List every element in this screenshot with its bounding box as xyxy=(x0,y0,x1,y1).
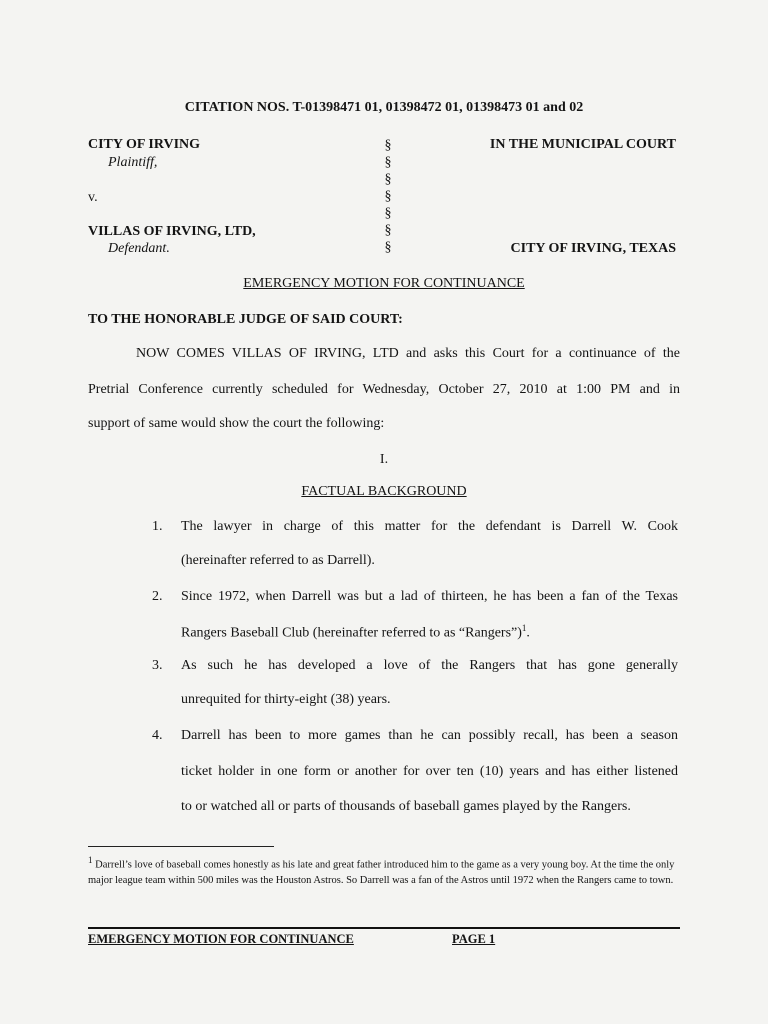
item-number: 4. xyxy=(152,728,163,743)
item-4-line-1: Darrell has been to more games than he can possibly recall, has been a season xyxy=(181,728,678,743)
item-2-line-2 xyxy=(181,623,678,642)
footnote-marker: 1 xyxy=(88,855,93,865)
footnote-reference: 1 xyxy=(521,623,527,633)
item-4-line-2: ticket holder in one form or another for over ten (10) years and has either listened xyxy=(181,764,678,779)
page-number: PAGE 1 xyxy=(452,932,496,946)
footer-title: EMERGENCY MOTION FOR CONTINUANCE xyxy=(88,932,354,946)
section-symbol: § xyxy=(384,155,392,170)
item-4-line-3: to or watched all or parts of thousands of baseball games played by the Rangers. xyxy=(181,799,631,814)
section-symbol: § xyxy=(384,206,392,221)
citation-header: CITATION NOS. T-01398471 01, 01398472 01, 01398473 01 and 02 xyxy=(184,100,584,115)
salutation: TO THE HONORABLE JUDGE OF SAID COURT: xyxy=(88,312,403,327)
item-2-line-2-end: . xyxy=(526,625,530,641)
intro-line-2: Pretrial Conference currently scheduled for Wednesday, October 27, 2010 at 1:00 PM and in xyxy=(88,382,680,397)
court-name: IN THE MUNICIPAL COURT xyxy=(489,137,676,152)
item-3-line-2: unrequited for thirty-eight (38) years. xyxy=(181,692,391,707)
court-location: CITY OF IRVING, TEXAS xyxy=(510,241,676,256)
section-symbol: § xyxy=(384,172,392,187)
item-1-line-1: The lawyer in charge of this matter for the defendant is Darrell W. Cook xyxy=(181,519,678,534)
item-number: 1. xyxy=(152,519,163,534)
plaintiff-name: CITY OF IRVING xyxy=(88,137,201,152)
item-3-line-1: As such he has developed a love of the Rangers that has gone generally xyxy=(181,658,678,673)
section-title: FACTUAL BACKGROUND xyxy=(301,484,467,499)
item-number: 2. xyxy=(152,589,163,604)
section-symbol-column xyxy=(380,137,396,256)
item-number: 3. xyxy=(152,658,163,673)
item-2-line-1: Since 1972, when Darrell was but a lad of thirteen, he has been a fan of the Texas xyxy=(181,589,678,604)
intro-line-3: support of same would show the court the following: xyxy=(88,416,385,431)
section-symbol: § xyxy=(384,223,392,238)
footer-rule xyxy=(88,927,680,929)
plaintiff-role: Plaintiff, xyxy=(108,155,158,170)
defendant-role: Defendant. xyxy=(108,241,170,256)
item-1-line-2: (hereinafter referred to as Darrell). xyxy=(181,553,375,568)
intro-line-1: NOW COMES VILLAS OF IRVING, LTD and asks this Court for a continuance of the xyxy=(136,346,680,361)
motion-title: EMERGENCY MOTION FOR CONTINUANCE xyxy=(243,276,525,291)
versus: v. xyxy=(88,190,98,205)
defendant-name: VILLAS OF IRVING, LTD, xyxy=(88,224,256,239)
footnote-rule xyxy=(88,846,274,847)
footnote-text: Darrell’s love of baseball comes honestly as his late and great father introduced him to the game as a very young boy. At the time the only major league team within 500 miles was the Houston Astros. So Darrell was a fan of the Astros until 1972 when the Rangers came to town. xyxy=(88,859,675,886)
item-2-line-2-text: Rangers Baseball Club (hereinafter referred to as “Rangers”) xyxy=(181,625,522,641)
footnote xyxy=(88,853,680,888)
section-symbol: § xyxy=(384,240,392,255)
section-symbol: § xyxy=(384,189,392,204)
section-symbol: § xyxy=(384,138,392,153)
section-number: I. xyxy=(379,452,389,467)
